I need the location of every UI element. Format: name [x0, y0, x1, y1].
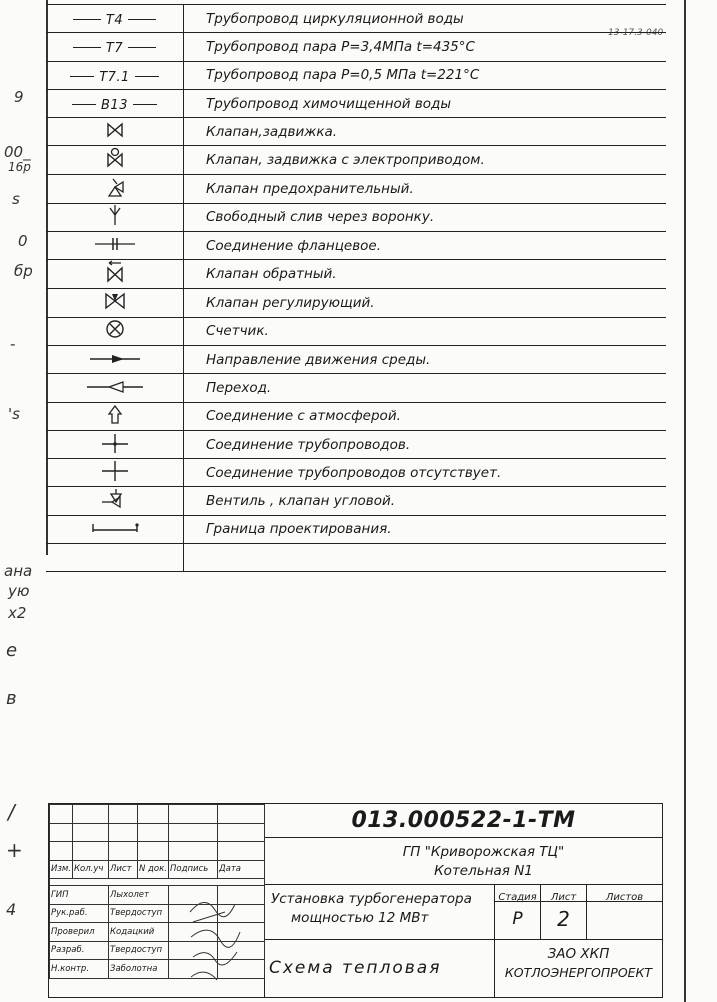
project-name: ГП "Криворожская ТЦ"	[402, 844, 565, 860]
doc-number: 013.000522-1-ТМ	[351, 808, 576, 833]
margin-note: 16р	[8, 160, 31, 174]
stage-value: Р	[512, 909, 523, 929]
legend-description: Соединение с атмосферой.	[184, 402, 667, 430]
margin-note: ана	[4, 562, 33, 580]
margin-note: -	[10, 335, 16, 353]
legend-description: Трубопровод пара Р=0,5 МПа t=221°С	[184, 61, 667, 89]
legend-description: Вентиль , клапан угловой.	[184, 487, 667, 515]
company-line-1: ЗАО ХКП	[547, 946, 610, 962]
legend-row	[46, 203, 666, 231]
legend-row	[46, 515, 666, 543]
doc-number-cell	[265, 804, 662, 838]
role-cell: ГИП	[50, 886, 109, 905]
legend-description: Клапан предохранительный.	[184, 175, 667, 203]
flange-joint-icon	[46, 232, 184, 260]
margin-note: 9	[14, 88, 24, 106]
meter-icon	[46, 317, 184, 345]
pipe-code: T4	[105, 13, 124, 29]
legend-row	[46, 33, 666, 61]
margin-note: 's	[8, 405, 20, 423]
funnel-drain-icon	[46, 203, 184, 231]
margin-note: х2	[8, 604, 27, 622]
company-cell	[495, 940, 662, 997]
revision-grid	[49, 804, 265, 997]
legend-description: Клапан обратный.	[184, 260, 667, 289]
title-line-1: Установка турбогенератора	[271, 891, 472, 907]
stage-label: Стадия	[498, 892, 537, 903]
pipe-crossing-icon	[46, 459, 184, 487]
legend-row	[46, 544, 666, 572]
margin-note: 00_	[4, 143, 31, 161]
legend-description: Граница проектирования.	[184, 515, 667, 543]
legend-description: Трубопровод циркуляционной воды	[184, 5, 667, 33]
legend-row	[46, 317, 666, 345]
legend-row	[46, 487, 666, 515]
legend-description: Переход.	[184, 374, 667, 402]
legend-row	[46, 459, 666, 487]
drawing-name: Схема тепловая	[269, 958, 442, 978]
legend-row	[46, 430, 666, 458]
sheet-label-cell	[541, 885, 587, 902]
legend-row	[46, 61, 666, 89]
pipe-code: B13	[101, 98, 128, 114]
object-name: Котельная N1	[434, 863, 533, 879]
legend-description: Соединение фланцевое.	[184, 232, 667, 260]
legend-description	[184, 544, 667, 572]
margin-note: +	[6, 838, 23, 862]
frame-right-line	[684, 0, 686, 1002]
role-cell: Н.контр.	[50, 960, 109, 979]
sheets-label: Листов	[605, 892, 644, 903]
header-row	[50, 860, 265, 879]
legend-description: Клапан регулирующий.	[184, 289, 667, 317]
title-line-2: мощностью 12 МВт	[291, 910, 429, 926]
legend-description: Свободный слив через воронку.	[184, 203, 667, 231]
valve-electric-drive-icon	[46, 146, 184, 175]
sheets-value-cell	[587, 902, 662, 940]
safety-valve-icon	[46, 175, 184, 203]
reducer-icon	[46, 374, 184, 402]
signature-scribbles	[185, 892, 245, 992]
valve-gate-icon	[46, 118, 184, 146]
header-cell: Подпись	[169, 860, 218, 879]
design-boundary-icon	[46, 515, 184, 543]
legend-description: Клапан,задвижка.	[184, 118, 667, 146]
margin-note: s	[12, 190, 20, 208]
legend-description: Трубопровод химочищенной воды	[184, 89, 667, 117]
stage-label-cell	[495, 885, 541, 902]
legend-row	[46, 260, 666, 289]
pipe-code: T7.1	[99, 69, 130, 85]
margin-note: 4	[6, 900, 17, 919]
legend-row	[46, 374, 666, 402]
legend-row	[46, 175, 666, 203]
name-cell: Заболотна	[109, 960, 169, 979]
name-cell: Твердоступ	[109, 904, 169, 923]
name-cell: Лыхолет	[109, 886, 169, 905]
check-valve-icon	[46, 260, 184, 289]
pipe-line-symbol	[46, 61, 184, 89]
title-block	[48, 803, 663, 998]
sheet-label: Лист	[550, 892, 577, 903]
pipe-line-symbol	[46, 89, 184, 117]
name-cell: Твердоступ	[109, 941, 169, 960]
header-cell: Изм.	[50, 860, 73, 879]
drawing-name-cell	[265, 940, 495, 997]
legend-description: Трубопровод пара Р=3,4МПа t=435°С	[184, 33, 667, 61]
header-cell: Лист	[109, 860, 138, 879]
header-cell: N док.	[138, 860, 169, 879]
header-cell: Кол.уч	[73, 860, 109, 879]
legend-row	[46, 89, 666, 117]
stage-value-cell	[495, 902, 541, 940]
legend-row	[46, 289, 666, 317]
name-cell: Кодацкий	[109, 923, 169, 942]
pipe-line-symbol	[46, 5, 184, 33]
sheets-label-cell	[587, 885, 662, 902]
legend-row	[46, 118, 666, 146]
legend-table	[46, 4, 666, 572]
role-cell: Проверил	[50, 923, 109, 942]
margin-note: /	[8, 800, 15, 824]
legend-description: Счетчик.	[184, 317, 667, 345]
project-cell	[265, 838, 662, 885]
legend-row	[46, 402, 666, 430]
role-cell: Рук.раб.	[50, 904, 109, 923]
legend-description: Направление движения среды.	[184, 345, 667, 373]
margin-note: е	[6, 640, 18, 661]
legend-description: Соединение трубопроводов отсутствует.	[184, 459, 667, 487]
margin-note: ую	[8, 582, 30, 600]
legend-description: Клапан, задвижка с электроприводом.	[184, 146, 667, 175]
title-cell	[265, 885, 495, 940]
legend-row	[46, 5, 666, 33]
legend-description: Соединение трубопроводов.	[184, 430, 667, 458]
archive-stamp: 13-17.3-040	[608, 28, 664, 38]
margin-note: в	[6, 688, 17, 709]
margin-note: 0	[18, 232, 28, 250]
legend-row	[46, 146, 666, 175]
pipe-junction-icon	[46, 430, 184, 458]
atmosphere-connection-icon	[46, 402, 184, 430]
pipe-line-symbol	[46, 33, 184, 61]
control-valve-icon	[46, 289, 184, 317]
sheet-value-cell	[541, 902, 587, 940]
flow-direction-arrow-icon	[46, 345, 184, 373]
header-cell: Дата	[218, 860, 265, 879]
legend-row	[46, 232, 666, 260]
legend-row	[46, 345, 666, 373]
company-line-2: КОТЛОЭНЕРГОПРОЕКТ	[504, 965, 653, 980]
pipe-code: T7	[105, 41, 124, 57]
empty-symbol-cell	[46, 544, 184, 572]
sheet-value: 2	[557, 907, 570, 931]
margin-note: бр	[14, 262, 33, 280]
role-cell: Разраб.	[50, 941, 109, 960]
angle-valve-icon	[46, 487, 184, 515]
